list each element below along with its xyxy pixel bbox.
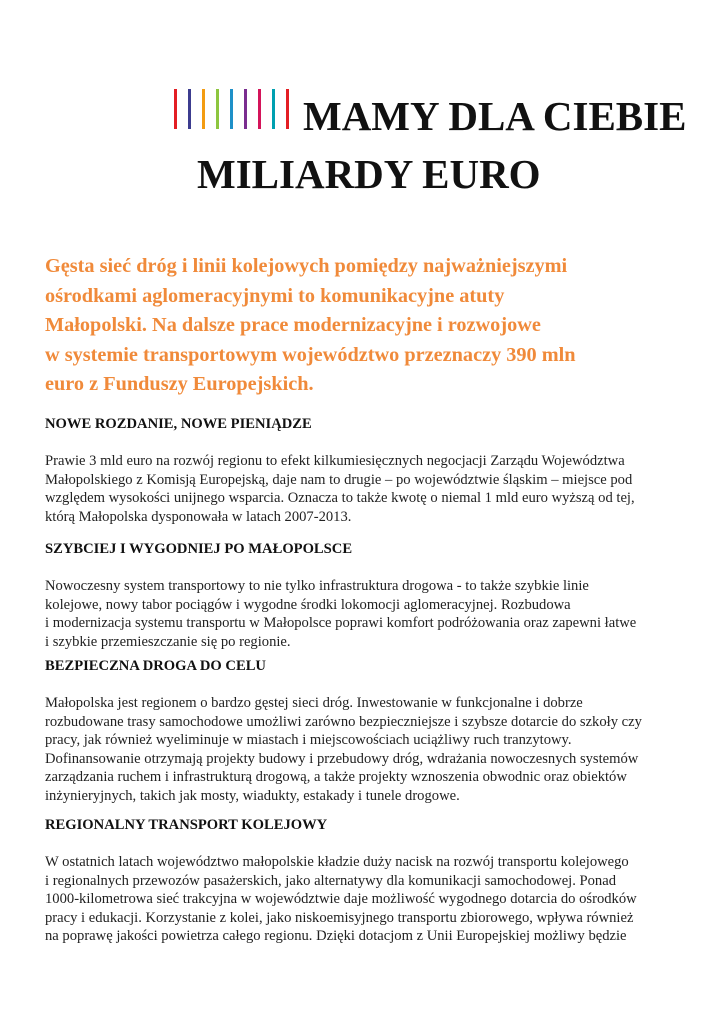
body-line: Małopolskiego z Komisją Europejską, daje nam to drugie – po województwie śląskim – miejsce pod xyxy=(45,471,633,488)
section-heading: SZYBCIEJ I WYGODNIEJ PO MAŁOPOLSCE xyxy=(45,541,353,557)
logo-bar xyxy=(202,89,205,129)
lead-line: euro z Funduszy Europejskich. xyxy=(45,373,314,395)
body-line: pracy i edukacji. Korzystanie z kolei, jako niskoemisyjnego transportu zbiorowego, wpływa również xyxy=(45,909,634,926)
body-line: zarządzania ruchem i infrastrukturą drogową, a także projekty wznoszenia obwodnic oraz obiektów xyxy=(45,769,627,786)
logo-bar xyxy=(258,89,261,129)
body-line: rozbudowane trasy samochodowe umożliwi zarówno bezpieczniejsze i szybsze dotarcie do szkoły czy xyxy=(45,713,642,730)
logo-bar xyxy=(174,89,177,129)
page-title-line-2: MILIARDY EURO xyxy=(197,151,541,197)
logo-bar xyxy=(244,89,247,129)
body-line: pracy, jak również wyeliminuje w miastach i miejscowościach uciążliwy ruch tranzytowy. xyxy=(45,732,572,749)
lead-paragraph xyxy=(45,252,685,400)
body-line: Prawie 3 mld euro na rozwój regionu to efekt kilkumiesięcznych negocjacji Zarządu Województwa xyxy=(45,453,625,469)
body-line: inżynieryjnych, takich jak mosty, wiadukty, estakady i tunele drogowe. xyxy=(45,787,460,804)
logo-bar xyxy=(230,89,233,129)
body-line: Małopolska jest regionem o bardzo gęstej sieci dróg. Inwestowanie w funkcjonalne i dobrze xyxy=(45,695,583,711)
body-line: którą Małopolska dysponowała w latach 2007-2013. xyxy=(45,508,352,525)
body-line: i modernizacja systemu transportu w Małopolsce poprawi komfort podróżowania oraz zapewni łatwe xyxy=(45,615,637,632)
body-line: i szybkie przemieszczanie się po regionie. xyxy=(45,633,291,650)
logo-bar xyxy=(188,89,191,129)
body-line: 1000-kilometrowa sieć trakcyjna w województwie daje możliwość wygodnego dotarcia do ośrodków xyxy=(45,891,637,908)
section-heading: REGIONALNY TRANSPORT KOLEJOWY xyxy=(45,817,328,833)
section-safe-road xyxy=(45,656,695,806)
logo-bar xyxy=(272,89,275,129)
body-line: kolejowe, nowy tabor pociągów i wygodne środki lokomocji aglomeracyjnej. Rozbudowa xyxy=(45,596,571,613)
lead-line: w systemie transportowym województwo przeznaczy 390 mln xyxy=(45,343,576,366)
section-body xyxy=(45,694,695,806)
section-heading: NOWE ROZDANIE, NOWE PIENIĄDZE xyxy=(45,416,312,432)
body-line: względem wysokości unijnego wsparcia. Oznacza to także kwotę o niemal 1 mld euro wyższą od tej, xyxy=(45,490,635,507)
body-line: Dofinansowanie otrzymają projekty budowy i przebudowy dróg, wdrażania nowoczesnych systemów xyxy=(45,750,639,767)
body-line: i regionalnych przewozów pasażerskich, jako alternatywy dla komunikacji samochodowej. Ponad xyxy=(45,872,617,889)
section-body xyxy=(45,853,695,946)
body-line: Nowoczesny system transportowy to nie tylko infrastruktura drogowa - to także szybkie linie xyxy=(45,578,589,594)
eu-funds-logo xyxy=(174,89,291,129)
logo-bar xyxy=(286,89,289,129)
body-line: na poprawę jakości powietrza całego regionu. Dzięki dotacjom z Unii Europejskiej możliwy będzie xyxy=(45,928,627,945)
section-body xyxy=(45,577,695,651)
page-title-line-1: MAMY DLA CIEBIE xyxy=(303,93,687,139)
section-regional-rail xyxy=(45,815,695,946)
lead-line: Gęsta sieć dróg i linii kolejowych pomiędzy najważniejszymi xyxy=(45,255,568,277)
lead-line: ośrodkami aglomeracyjnymi to komunikacyjne atuty xyxy=(45,284,505,307)
section-heading: BEZPIECZNA DROGA DO CELU xyxy=(45,658,266,674)
logo-bar xyxy=(216,89,219,129)
body-line: W ostatnich latach województwo małopolskie kładzie duży nacisk na rozwój transportu kolejowego xyxy=(45,854,629,870)
section-new-funding xyxy=(45,414,695,526)
section-faster-travel xyxy=(45,539,695,651)
section-body xyxy=(45,452,695,526)
lead-line: Małopolski. Na dalsze prace modernizacyjne i rozwojowe xyxy=(45,314,541,336)
